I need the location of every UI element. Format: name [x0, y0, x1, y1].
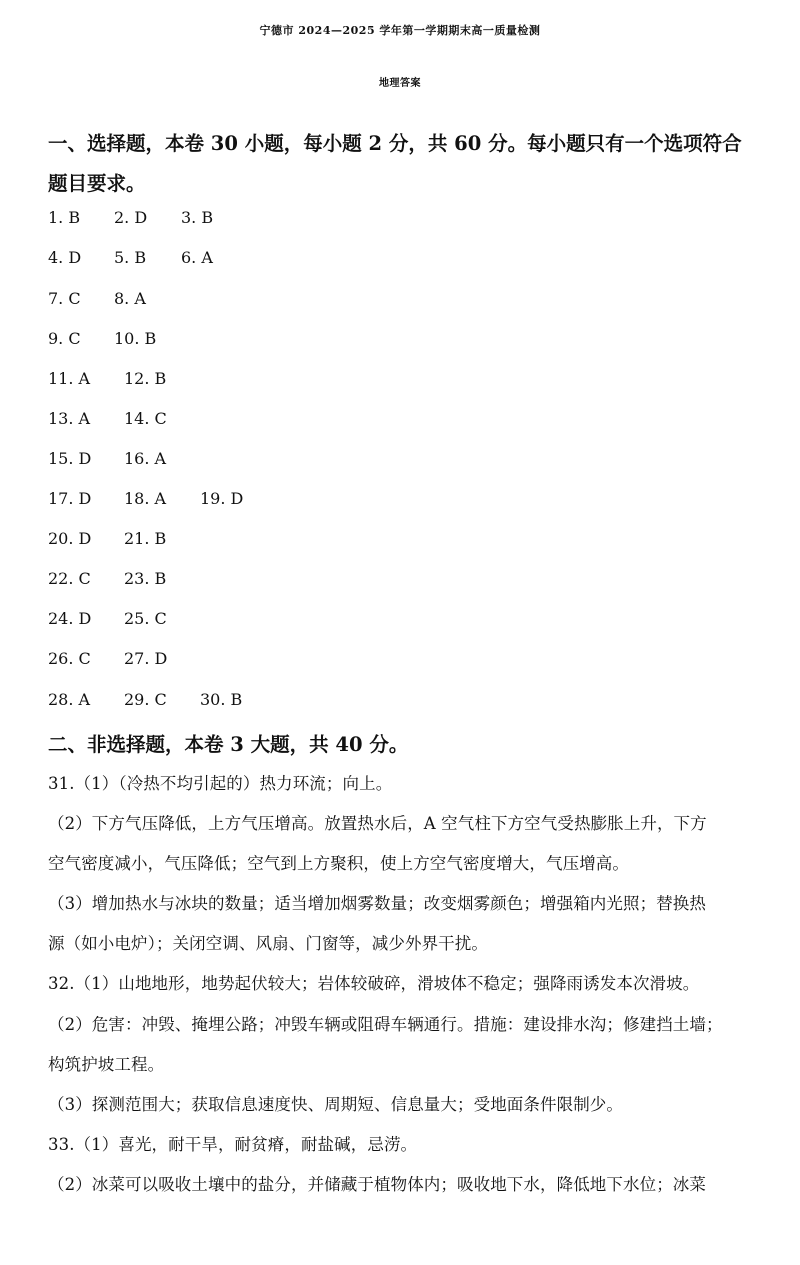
answer-text-line: （3）探测范围大；获取信息速度快、周期短、信息量大；受地面条件限制少。 [48, 1095, 623, 1114]
answer-item: 10. B [114, 329, 157, 348]
answer-text-line: 32.（1）山地地形，地势起伏较大；岩体较破碎，滑坡体不稳定；强降雨诱发本次滑坡。 [48, 974, 700, 993]
answer-text-line: 源（如小电炉）；关闭空调、风扇、门窗等，减少外界干扰。 [48, 934, 488, 953]
section1-heading-line2: 题目要求。 [48, 172, 146, 195]
answer-text-line: 构筑护坡工程。 [48, 1055, 165, 1074]
answer-item: 7. C [48, 289, 81, 308]
document-title: 宁德市 2024—2025 学年第一学期期末高一质量检测 [259, 24, 541, 37]
answer-item: 2. D [114, 208, 148, 227]
section2-heading: 二、非选择题，本卷 3 大题，共 40 分。 [48, 733, 409, 756]
answer-item: 20. D [48, 529, 92, 548]
section1-heading-line1: 一、选择题，本卷 30 小题，每小题 2 分，共 60 分。每小题只有一个选项符合 [48, 132, 742, 155]
answer-text-line: （2）冰菜可以吸收土壤中的盐分，并储藏于植物体内；吸收地下水，降低地下水位；冰菜 [48, 1175, 706, 1194]
answer-text-line: （3）增加热水与冰块的数量；适当增加烟雾数量；改变烟雾颜色；增强箱内光照；替换热 [48, 894, 706, 913]
answer-item: 21. B [124, 529, 167, 548]
answer-item: 1. B [48, 208, 81, 227]
answer-text-line: （2）危害：冲毁、掩埋公路；冲毁车辆或阻碍车辆通行。措施：建设排水沟；修建挡土墙； [48, 1015, 723, 1034]
answer-item: 26. C [48, 649, 91, 668]
answer-item: 19. D [200, 489, 244, 508]
answer-text-line: （2）下方气压降低，上方气压增高。放置热水后，A 空气柱下方空气受热膨胀上升，下方 [48, 814, 707, 833]
answer-item: 8. A [114, 289, 146, 308]
answer-item: 17. D [48, 489, 92, 508]
answer-item: 13. A [48, 409, 91, 428]
answer-item: 27. D [124, 649, 168, 668]
answer-text-line: 空气密度减小，气压降低；空气到上方聚积，使上方空气密度增大，气压增高。 [48, 854, 629, 873]
answer-item: 18. A [124, 489, 167, 508]
answer-item: 14. C [124, 409, 167, 428]
answer-item: 29. C [124, 690, 167, 709]
answer-item: 23. B [124, 569, 167, 588]
answer-item: 12. B [124, 369, 167, 388]
answer-text-line: 31.（1）（冷热不均引起的）热力环流；向上。 [48, 774, 393, 793]
answer-item: 9. C [48, 329, 81, 348]
answer-item: 30. B [200, 690, 243, 709]
answer-item: 28. A [48, 690, 91, 709]
answer-item: 22. C [48, 569, 91, 588]
answer-item: 6. A [181, 248, 213, 267]
answer-text-line: 33.（1）喜光，耐干旱，耐贫瘠，耐盐碱，忌涝。 [48, 1135, 418, 1154]
answer-item: 15. D [48, 449, 92, 468]
answer-item: 3. B [181, 208, 214, 227]
answer-item: 11. A [48, 369, 91, 388]
answer-item: 16. A [124, 449, 167, 468]
answer-item: 25. C [124, 609, 167, 628]
document-subtitle: 地理答案 [379, 78, 421, 89]
answer-item: 5. B [114, 248, 147, 267]
answer-item: 4. D [48, 248, 82, 267]
answer-item: 24. D [48, 609, 92, 628]
